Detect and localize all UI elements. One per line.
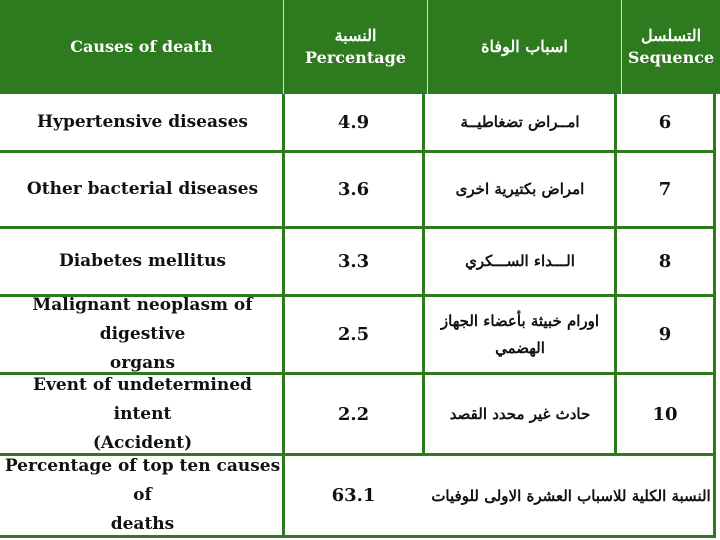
table-row-sequence: 9 <box>658 324 672 345</box>
table-row-cause-en <box>3 229 282 294</box>
table-row-sequence: 7 <box>658 179 672 200</box>
table-row-percentage: 2.2 <box>337 403 370 425</box>
table-row-cause-ar <box>426 375 614 453</box>
total-label-line: deaths <box>110 514 175 534</box>
cause-ar-line: امراض بكتيرية اخرى <box>455 180 585 198</box>
table-row-percentage: 2.5 <box>337 324 370 345</box>
cause-en-line: (Accident) <box>92 432 193 453</box>
cause-ar-line: الـــداء الســـكري <box>465 252 575 270</box>
cause-en-line: Malignant neoplasm of digestive <box>32 295 253 344</box>
table-row-cause-en <box>3 297 282 372</box>
total-row-label-en <box>3 456 282 535</box>
total-label-line: Percentage of top ten causes of <box>4 456 281 505</box>
table-row-percentage: 3.6 <box>337 179 370 200</box>
header-seq-en: Sequence <box>627 48 715 67</box>
total-row-percentage: 63.1 <box>331 485 376 506</box>
table-row-sequence: 10 <box>652 403 678 425</box>
cause-en-line: Other bacterial diseases <box>26 179 259 199</box>
header-pct-ar: النسبة <box>334 26 377 45</box>
table-row-percentage: 3.3 <box>337 251 370 272</box>
total-row-label-ar <box>426 456 716 535</box>
cause-ar-line: الهضمي <box>495 338 545 357</box>
column-divider <box>422 94 425 453</box>
header-seq-ar: التسلسل <box>640 26 702 45</box>
table-row-cause-ar <box>426 153 614 226</box>
header-percentage <box>284 0 427 94</box>
header-pct-en: Percentage <box>305 48 406 67</box>
table-row-cause-ar <box>426 297 614 372</box>
cause-en-line: organs <box>109 353 176 373</box>
table-row-cause-en <box>3 153 282 226</box>
cause-ar-line: اورام خبيثة بأعضاء الجهاز <box>440 311 600 330</box>
total-label-ar-line: النسبة الكلية للاسباب العشرة الاولى للوفيات <box>431 486 711 505</box>
cause-en-line: Hypertensive diseases <box>37 111 248 132</box>
table-row-cause-en <box>3 375 282 453</box>
table-row-cause-ar <box>426 229 614 294</box>
table-row-percentage: 4.9 <box>337 111 370 133</box>
table-row-cause-en <box>3 94 282 150</box>
table-header <box>0 0 720 94</box>
table-row-cause-ar <box>426 94 614 150</box>
cause-ar-line: امــراض تضغاطيــة <box>460 112 580 131</box>
header-cause-arabic <box>428 0 621 94</box>
header-cause-ar: اسباب الوفاة <box>481 37 568 56</box>
cause-en-line: Event of undetermined intent <box>33 374 252 424</box>
table-row-sequence: 6 <box>658 111 672 133</box>
row-divider <box>0 535 716 538</box>
header-cause-en: Causes of death <box>70 37 213 56</box>
header-sequence <box>622 0 720 94</box>
cause-ar-line: حادث غير محدد القصد <box>449 404 591 423</box>
table-row-sequence: 8 <box>658 251 672 272</box>
header-causes-of-death <box>0 0 283 94</box>
cause-en-line: Diabetes mellitus <box>58 251 227 271</box>
